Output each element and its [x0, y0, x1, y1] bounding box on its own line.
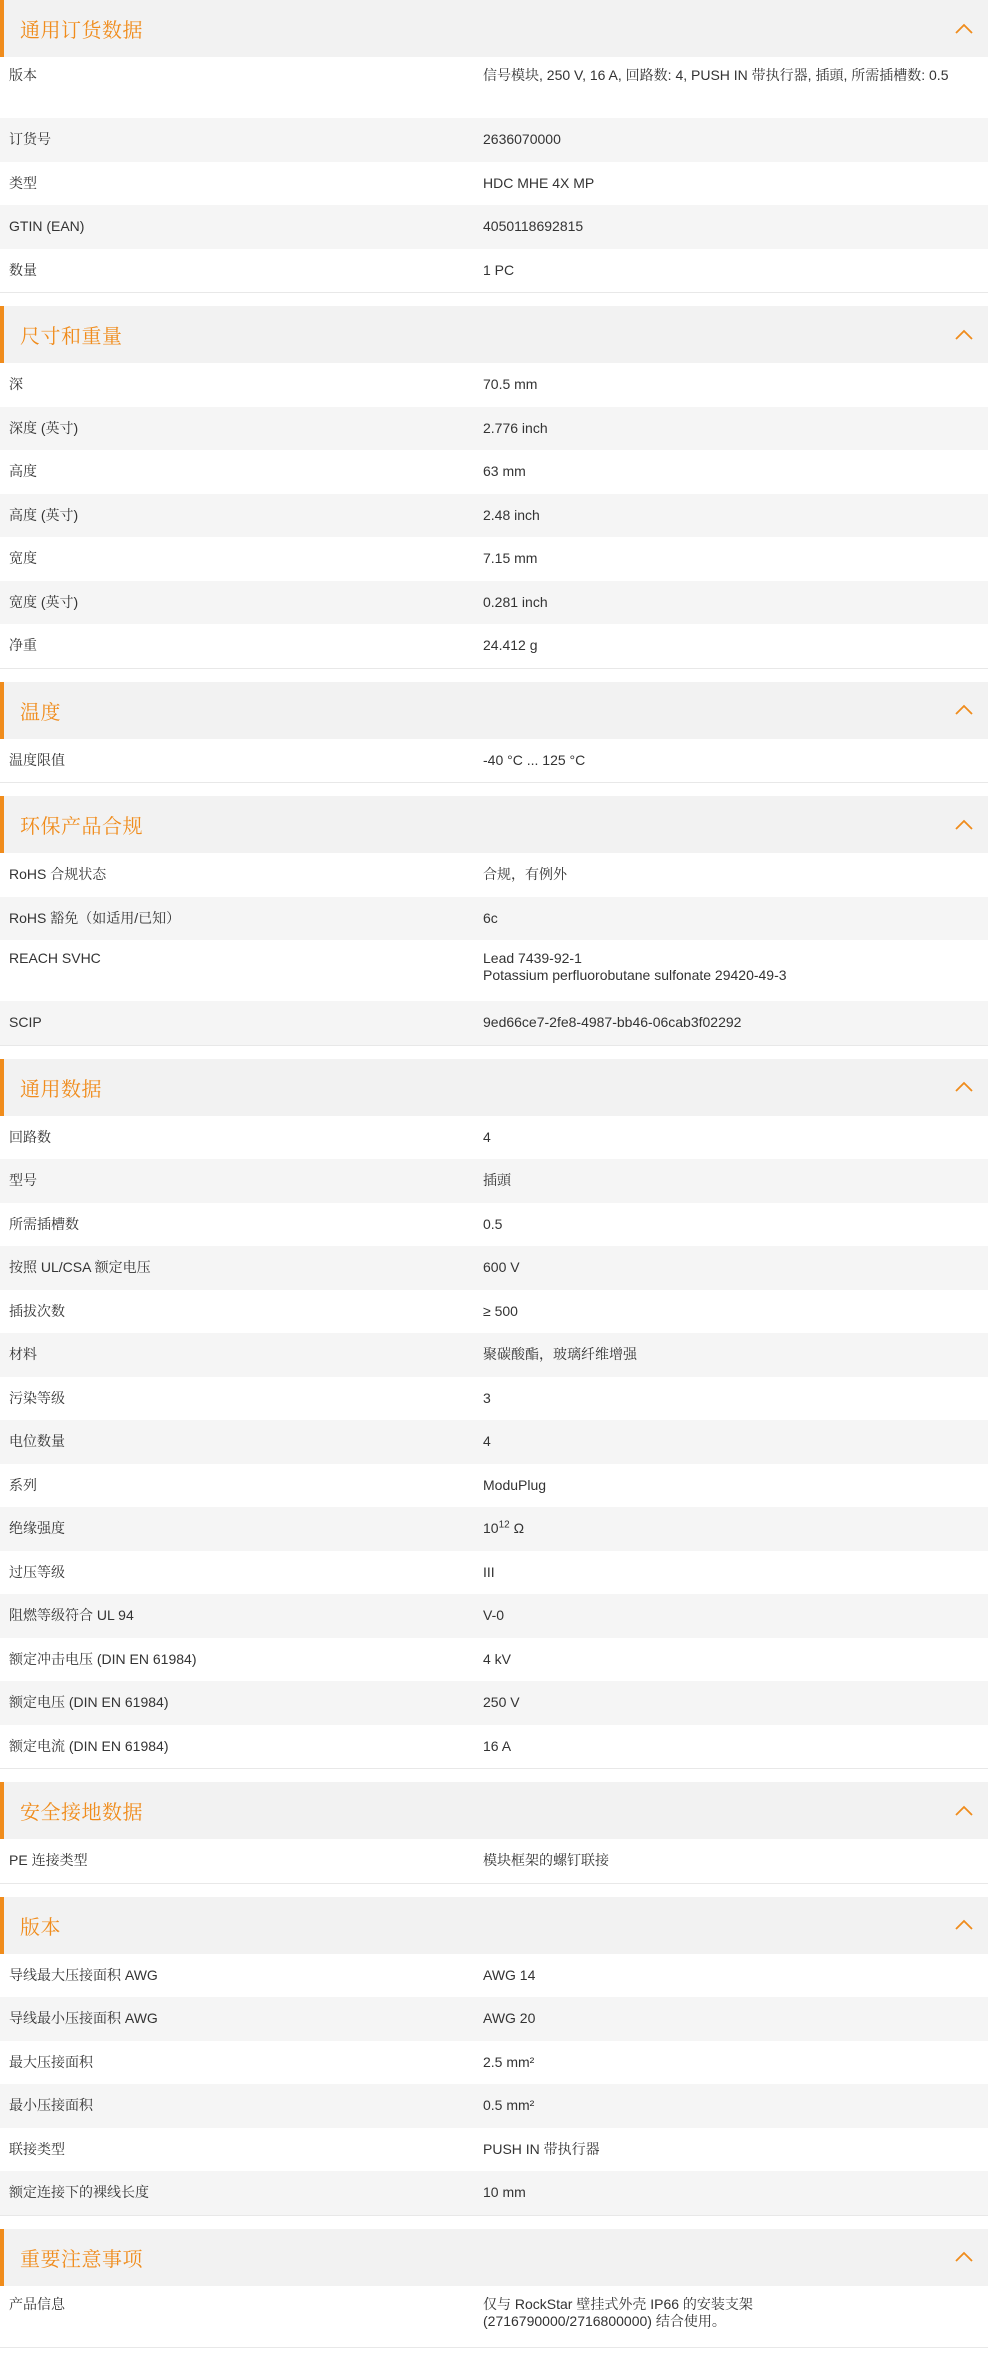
spec-value-line: [483, 131, 970, 148]
chevron-up-icon[interactable]: [952, 1075, 976, 1099]
spec-value-text: 2.776 inch: [483, 419, 548, 436]
spec-value: [483, 1967, 988, 1984]
spec-value-text: 模块框架的螺钉联接: [483, 1852, 609, 1869]
spec-value-line: [483, 1303, 970, 1320]
spec-row: [0, 407, 988, 451]
spec-row: [0, 1246, 988, 1290]
spec-value: [483, 1390, 988, 1407]
spec-label: 高度 (英寸): [9, 506, 79, 523]
spec-label: 最小压接面积: [9, 2097, 93, 2114]
spec-value-exponent: 12: [498, 1519, 510, 1531]
spec-value-text: 63 mm: [483, 463, 526, 480]
spec-label: 深度 (英寸): [9, 419, 79, 436]
spec-value: [483, 2054, 988, 2071]
spec-label: 产品信息: [9, 2295, 65, 2312]
section-title: 温度: [20, 701, 61, 724]
spec-label: 额定电压 (DIN EN 61984): [9, 1694, 169, 1711]
spec-label: 按照 UL/CSA 额定电压: [9, 1259, 151, 1276]
section-title: 环保产品合规: [20, 816, 143, 838]
spec-row: [0, 1464, 988, 1508]
spec-label: 阻燃等级符合 UL 94: [9, 1607, 134, 1624]
chevron-up-icon[interactable]: [952, 1913, 976, 1937]
spec-value-text: HDC MHE 4X MP: [483, 174, 595, 191]
spec-value-text: AWG 14: [483, 1966, 536, 1983]
spec-label: 宽度: [9, 550, 37, 567]
spec-value: [483, 1259, 988, 1276]
spec-row: [0, 1997, 988, 2041]
spec-value: [483, 2141, 988, 2158]
spec-value-line: [483, 376, 970, 393]
spec-value-line: [483, 1607, 970, 1624]
spec-rows: [0, 57, 988, 293]
spec-value: [483, 262, 988, 279]
spec-rows: [0, 2286, 988, 2348]
spec-rows: [0, 1116, 988, 1770]
spec-row: [0, 537, 988, 581]
spec-value: [483, 1477, 988, 1494]
spec-value-line: [483, 1694, 970, 1711]
spec-row: [0, 1725, 988, 1769]
spec-label: 高度: [9, 463, 37, 480]
spec-value-text: PUSH IN 带执行器: [483, 2140, 600, 2157]
spec-value-line: [483, 1852, 970, 1869]
spec-row: [0, 624, 988, 668]
spec-value-line: [483, 1216, 970, 1233]
spec-section: [0, 0, 988, 293]
spec-value-line: [483, 2184, 970, 2201]
spec-section: [0, 796, 988, 1046]
spec-row: [0, 1333, 988, 1377]
spec-value-line: [483, 1477, 970, 1494]
spec-value-line: [483, 2010, 970, 2027]
section-title: 安全接地数据: [20, 1802, 143, 1824]
spec-label: 所需插槽数: [9, 1215, 79, 1232]
spec-value: [483, 866, 988, 883]
spec-value: [483, 594, 988, 611]
spec-value-text: 9ed66ce7-2fe8-4987-bb46-06cab3f02292: [483, 1014, 742, 1031]
spec-value-line: [483, 1346, 970, 1363]
spec-value-text: ModuPlug: [483, 1476, 547, 1493]
spec-row: [0, 57, 988, 118]
spec-value-text: 2.5 mm²: [483, 2053, 535, 2070]
spec-value-line: [483, 1129, 970, 1146]
spec-value-line: [483, 594, 970, 611]
spec-value-line: [483, 1014, 970, 1031]
spec-value-text: 4: [483, 1128, 491, 1145]
spec-value-text: 10: [483, 1520, 499, 1537]
spec-label: SCIP: [9, 1014, 42, 1031]
spec-value-line: [483, 67, 970, 84]
spec-value-text: 70.5 mm: [483, 376, 538, 393]
spec-row: [0, 1420, 988, 1464]
spec-label: 额定连接下的裸线长度: [9, 2184, 149, 2201]
spec-label: 联接类型: [9, 2140, 65, 2157]
spec-row: [0, 1507, 988, 1551]
spec-value: [483, 1852, 988, 1869]
spec-value-line: [483, 1564, 970, 1581]
spec-row: [0, 1681, 988, 1725]
spec-value: [483, 1014, 988, 1031]
spec-row: [0, 2084, 988, 2128]
spec-row: [0, 1290, 988, 1334]
chevron-up-icon[interactable]: [952, 1799, 976, 1823]
spec-value: [483, 2097, 988, 2114]
spec-row: [0, 118, 988, 162]
spec-value-text: ≥ 500: [483, 1302, 518, 1319]
spec-label: 数量: [9, 261, 37, 278]
spec-value-line: [483, 2296, 970, 2313]
spec-value-line: [483, 967, 970, 984]
spec-value-text: 4: [483, 1433, 491, 1450]
spec-label: 深: [9, 376, 23, 393]
spec-value: [483, 910, 988, 927]
spec-label: 版本: [9, 67, 37, 83]
spec-value: [483, 507, 988, 524]
spec-value: [483, 1346, 988, 1363]
spec-row: [0, 1377, 988, 1421]
spec-row: [0, 1839, 988, 1883]
spec-row: [0, 853, 988, 897]
section-header[interactable]: [0, 796, 988, 853]
chevron-up-icon[interactable]: [952, 323, 976, 347]
spec-value-line: [483, 1390, 970, 1407]
spec-label: 型号: [9, 1172, 37, 1189]
spec-value-text: 合规，有例外: [483, 866, 567, 883]
spec-value-line: [483, 2313, 970, 2330]
spec-label: 类型: [9, 174, 37, 191]
spec-value-text: V-0: [483, 1607, 505, 1624]
spec-value-unit: Ω: [509, 1520, 525, 1537]
spec-value-line: [483, 1259, 970, 1276]
spec-value: [483, 752, 988, 769]
spec-value: [483, 637, 988, 654]
spec-value: [483, 1520, 988, 1537]
spec-section: [0, 306, 988, 669]
spec-label: 插拔次数: [9, 1302, 65, 1319]
spec-value-line: [483, 175, 970, 192]
section-title: 通用订货数据: [20, 20, 143, 42]
spec-value-text: 24.412 g: [483, 637, 538, 654]
spec-value-line: [483, 950, 970, 967]
spec-label: 回路数: [9, 1128, 51, 1145]
spec-value-line: [483, 420, 970, 437]
spec-row: [0, 1551, 988, 1595]
spec-label: 宽度 (英寸): [9, 593, 79, 610]
spec-value: [483, 2184, 988, 2201]
spec-value-text: 信号模块, 250 V, 16 A, 回路数: 4, PUSH IN 带执行器, 插頭, 所需插槽数: 0.5: [483, 67, 949, 83]
spec-value: [483, 1607, 988, 1624]
spec-value: [483, 67, 988, 84]
spec-row: [0, 897, 988, 941]
section-title: 尺寸和重量: [20, 326, 123, 348]
spec-label: 过压等级: [9, 1563, 65, 1580]
chevron-up-icon[interactable]: [952, 2245, 976, 2269]
section-header[interactable]: [0, 1897, 988, 1954]
spec-section: [0, 2229, 988, 2348]
spec-rows: [0, 1954, 988, 2216]
spec-value: [483, 1738, 988, 1755]
spec-row: [0, 1159, 988, 1203]
spec-rows: [0, 363, 988, 669]
spec-value: [483, 1433, 988, 1450]
spec-value-line: [483, 2141, 970, 2158]
spec-value-text: (2716790000/2716800000) 结合使用。: [483, 2312, 726, 2329]
spec-label: 电位数量: [9, 1433, 65, 1450]
spec-label: 最大压接面积: [9, 2053, 93, 2070]
spec-row: [0, 940, 988, 1001]
spec-value-text: 6c: [483, 909, 498, 926]
spec-value: [483, 550, 988, 567]
spec-rows: [0, 739, 988, 784]
spec-row: [0, 2041, 988, 2085]
spec-value: [483, 1651, 988, 1668]
spec-value-line: [483, 507, 970, 524]
spec-row: [0, 739, 988, 783]
spec-value-line: [483, 463, 970, 480]
spec-label: 净重: [9, 637, 37, 654]
spec-value-line: [483, 637, 970, 654]
spec-row: [0, 162, 988, 206]
spec-row: [0, 1594, 988, 1638]
spec-value-text: 600 V: [483, 1259, 520, 1276]
spec-value-text: 聚碳酸酯，玻璃纤维增强: [483, 1346, 637, 1363]
spec-row: [0, 1116, 988, 1160]
spec-value-text: 10 mm: [483, 2184, 526, 2201]
spec-value: [483, 2296, 988, 2330]
spec-row: [0, 2128, 988, 2172]
spec-row: [0, 205, 988, 249]
spec-value-line: [483, 910, 970, 927]
spec-section: [0, 1782, 988, 1884]
spec-value-text: 4050118692815: [483, 218, 584, 235]
spec-value-line: [483, 752, 970, 769]
spec-value-text: Lead 7439-92-1: [483, 950, 582, 966]
spec-value: [483, 175, 988, 192]
spec-label: 污染等级: [9, 1389, 65, 1406]
spec-value: [483, 1564, 988, 1581]
spec-row: [0, 1954, 988, 1998]
spec-value-text: 16 A: [483, 1737, 512, 1754]
spec-label: 额定电流 (DIN EN 61984): [9, 1737, 169, 1754]
spec-value-line: [483, 550, 970, 567]
section-header[interactable]: [0, 1782, 988, 1839]
spec-label: RoHS 豁免（如适用/已知）: [9, 909, 181, 926]
spec-label: 额定冲击电压 (DIN EN 61984): [9, 1650, 197, 1667]
spec-label: GTIN (EAN): [9, 218, 85, 235]
spec-label: 订货号: [9, 131, 51, 148]
spec-value-text: III: [483, 1563, 495, 1580]
spec-row: [0, 249, 988, 293]
spec-value-line: [483, 1172, 970, 1189]
spec-value-text: 2636070000: [483, 131, 561, 148]
spec-value-text: 插頭: [483, 1172, 511, 1189]
spec-label: 导线最大压接面积 AWG: [9, 1966, 158, 1983]
spec-label: PE 连接类型: [9, 1852, 88, 1869]
spec-value: [483, 218, 988, 235]
chevron-up-icon[interactable]: [952, 813, 976, 837]
spec-value: [483, 950, 988, 984]
spec-value-line: [483, 866, 970, 883]
spec-row: [0, 363, 988, 407]
spec-value-text: AWG 20: [483, 2010, 536, 2027]
spec-label: RoHS 合规状态: [9, 866, 107, 883]
section-title: 重要注意事项: [20, 2248, 143, 2271]
spec-section: [0, 1897, 988, 2216]
spec-value: [483, 376, 988, 393]
spec-value-text: 4 kV: [483, 1650, 512, 1667]
spec-value-line: [483, 2097, 970, 2114]
spec-row: [0, 2286, 988, 2347]
spec-value-text: 1 PC: [483, 261, 515, 278]
spec-value: [483, 1216, 988, 1233]
spec-value: [483, 463, 988, 480]
spec-section: [0, 682, 988, 784]
spec-row: [0, 450, 988, 494]
spec-value-text: 2.48 inch: [483, 506, 540, 523]
spec-value-text: 3: [483, 1389, 491, 1406]
spec-value-text: Potassium perfluorobutane sulfonate 29420-49-3: [483, 967, 787, 983]
spec-value: [483, 420, 988, 437]
spec-label: REACH SVHC: [9, 950, 101, 966]
spec-value-line: [483, 1651, 970, 1668]
section-header[interactable]: [0, 1059, 988, 1116]
spec-value-line: [483, 262, 970, 279]
spec-label: 系列: [9, 1476, 37, 1493]
spec-value-text: 7.15 mm: [483, 550, 538, 567]
spec-value: [483, 1129, 988, 1146]
section-header[interactable]: [0, 2229, 988, 2286]
spec-value: [483, 1303, 988, 1320]
spec-row: [0, 1001, 988, 1045]
spec-row: [0, 2171, 988, 2215]
spec-value-text: -40 °C ... 125 °C: [483, 751, 586, 768]
spec-row: [0, 581, 988, 625]
spec-section: [0, 1059, 988, 1770]
spec-value-line: [483, 2054, 970, 2071]
spec-value-line: [483, 1738, 970, 1755]
spec-value-line: [483, 1967, 970, 1984]
spec-row: [0, 494, 988, 538]
spec-rows: [0, 853, 988, 1046]
spec-value-line: [483, 1433, 970, 1450]
spec-value: [483, 2010, 988, 2027]
spec-label: 导线最小压接面积 AWG: [9, 2010, 158, 2027]
section-title: 版本: [20, 1916, 61, 1939]
spec-value-line: [483, 1520, 970, 1537]
spec-rows: [0, 1839, 988, 1884]
section-header[interactable]: [0, 0, 988, 57]
spec-value: [483, 1694, 988, 1711]
spec-label: 温度限值: [9, 751, 65, 768]
spec-value: [483, 131, 988, 148]
spec-value-text: 仅与 RockStar 壁挂式外壳 IP66 的安装支架: [483, 2295, 753, 2312]
spec-value-text: 0.281 inch: [483, 593, 548, 610]
spec-value-text: 0.5 mm²: [483, 2097, 535, 2114]
spec-value-line: [483, 218, 970, 235]
section-title: 通用数据: [20, 1078, 102, 1101]
chevron-up-icon[interactable]: [952, 17, 976, 41]
spec-label: 绝缘强度: [9, 1520, 65, 1537]
section-header[interactable]: [0, 306, 988, 363]
spec-value: [483, 1172, 988, 1189]
spec-value-text: 250 V: [483, 1694, 520, 1711]
spec-row: [0, 1203, 988, 1247]
spec-value-text: 0.5: [483, 1215, 503, 1232]
chevron-up-icon[interactable]: [952, 698, 976, 722]
spec-label: 材料: [9, 1346, 37, 1363]
section-header[interactable]: [0, 682, 988, 739]
spec-row: [0, 1638, 988, 1682]
